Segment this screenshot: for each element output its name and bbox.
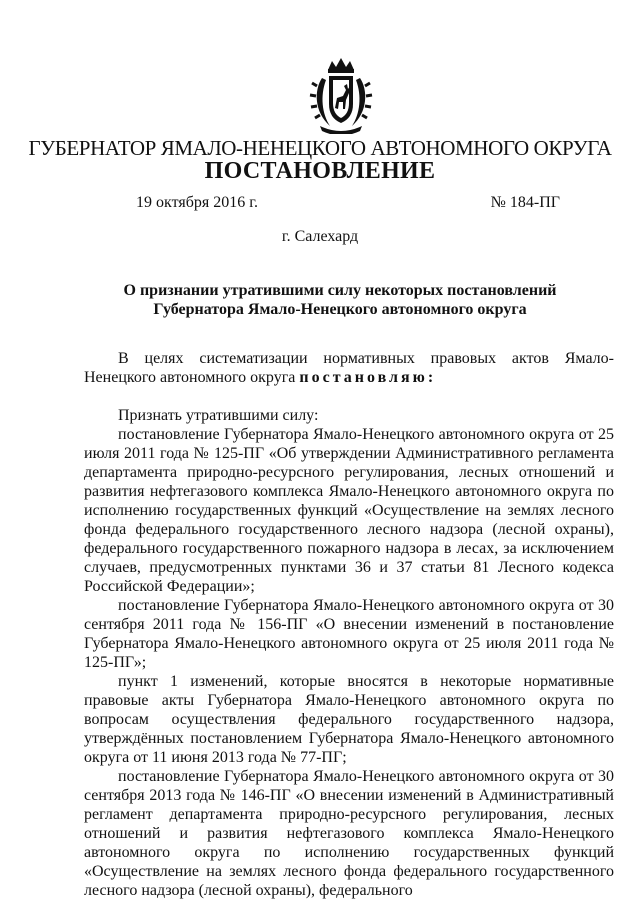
document-title-line2: Губернатора Ямало-Ненецкого автономного округа <box>153 301 527 318</box>
intro-paragraph <box>84 349 614 387</box>
document-place: г. Салехард <box>281 228 359 245</box>
list-item: пункт 1 изменений, которые вносятся в некоторые нормативные правовые акты Губернатора Ямало-Ненецкого автономного округа по вопросам осуществления федерального государственного надзора, утверждённых постановлением Губернатора Ямало-Ненецкого автономного округа от 11 июня 2013 года № 77-ПГ; <box>84 673 614 766</box>
document-title-line1: О признании утратившими силу некоторых постановлений <box>123 282 557 299</box>
recognize-heading: Признать утратившими силу: <box>118 407 319 424</box>
document-number: № 184-ПГ <box>490 194 560 211</box>
document-type: ПОСТАНОВЛЕНИЕ <box>204 158 436 184</box>
document-title <box>60 281 620 319</box>
list-item: постановление Губернатора Ямало-Ненецкого автономного округа от 30 сентября 2011 года № 156-ПГ «О внесении изменений в постановление Губернатора Ямало-Ненецкого автономного округа от 25 июля 2011 года № 125-ПГ»; <box>84 597 614 671</box>
list-item: постановление Губернатора Ямало-Ненецкого автономного округа от 30 сентября 2013 года № 146-ПГ «О внесении изменений в Административный регламент департамента природно-ресурсного регулирования, лесных отношений и развития нефтегазового комплекса Ямало-Ненецкого автономного округа по исполнению государственных функций «Осуществление на землях лесного фонда федерального государственного лесного надзора (лесной охраны), федерального <box>84 768 614 899</box>
document-date: 19 октября 2016 г. <box>136 194 258 211</box>
document-body <box>84 349 614 900</box>
decree-word: постановляю: <box>299 369 437 386</box>
list-item: постановление Губернатора Ямало-Ненецкого автономного округа от 25 июля 2011 года № 125-ПГ «Об утверждении Административного регламента департамента природно-ресурсного регулирования, лесных отношений и развития нефтегазового комплекса Ямало-Ненецкого автономного округа по исполнению государственных функций «Осуществление на землях лесного фонда федерального государственного лесного надзора (лесной охраны), федерального государственного пожарного надзора в лесах, за исключением случаев, предусмотренных пунктами 36 и 37 статьи 81 Лесного кодекса Российской Федерации»; <box>84 426 614 595</box>
intro-text: В целях систематизации нормативных правовых актов Ямало-Ненецкого автономного округа <box>84 350 614 386</box>
issuing-authority: ГУБЕРНАТОР ЯМАЛО-НЕНЕЦКОГО АВТОНОМНОГО ОКРУГА <box>28 136 612 160</box>
coat-of-arms-icon <box>308 56 374 134</box>
